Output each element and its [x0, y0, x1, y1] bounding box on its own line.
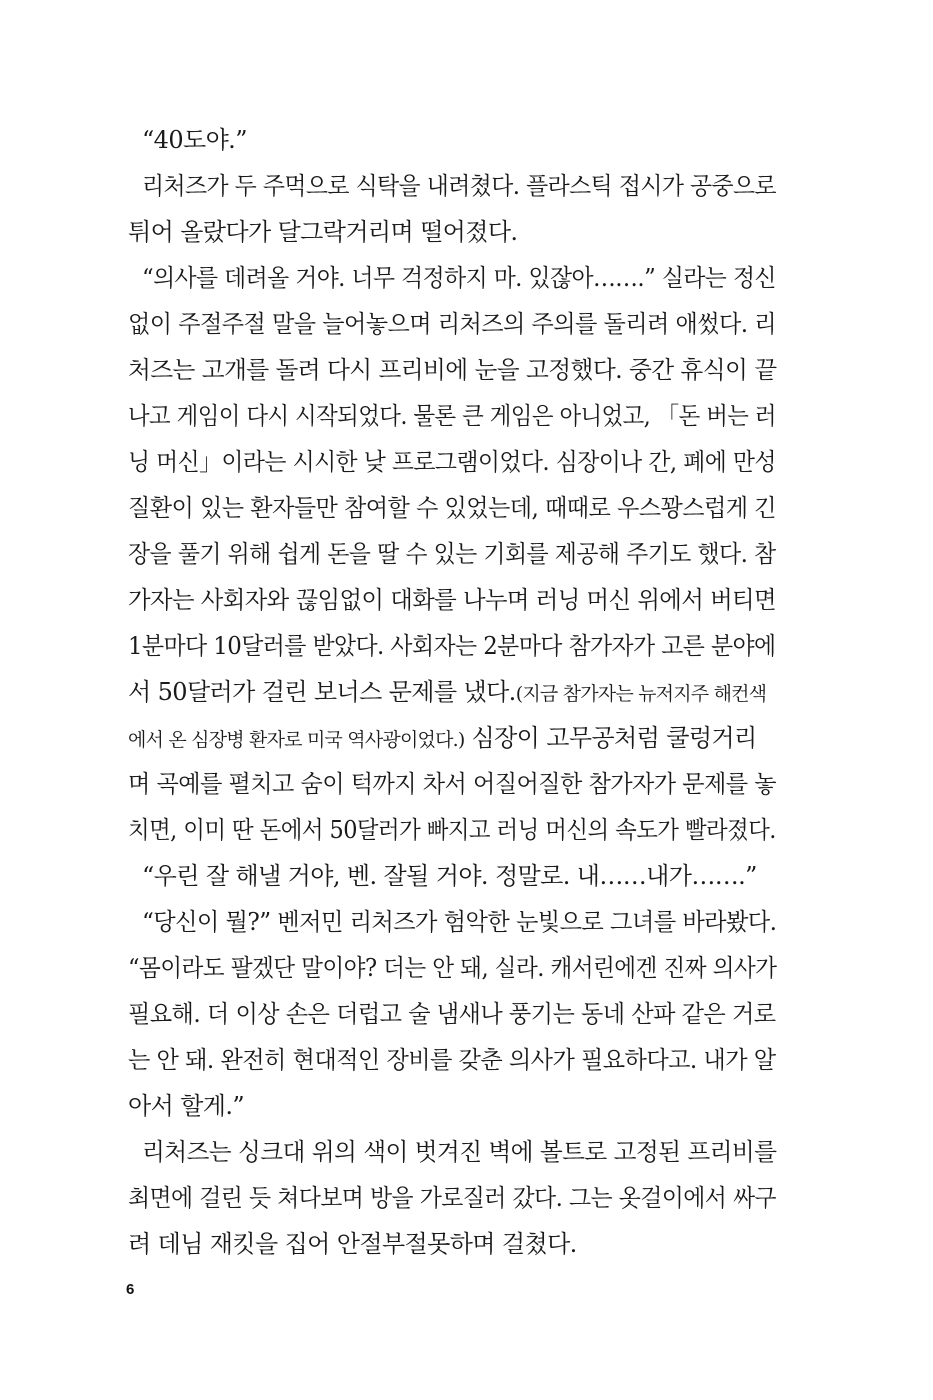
- text-line: 최면에 걸린 듯 쳐다보며 방을 가로질러 갔다. 그는 옷걸이에서 싸구: [128, 1184, 777, 1212]
- main-text: 서 50달러가 걸린 보너스 문제를 냈다.: [128, 678, 516, 706]
- text-line: 닝 머신」이라는 시시한 낮 프로그램이었다. 심장이나 간, 폐에 만성: [128, 448, 776, 476]
- text-line-mixed: [128, 716, 757, 760]
- text-line: 처즈는 고개를 돌려 다시 프리비에 눈을 고정했다. 중간 휴식이 끝: [128, 356, 777, 384]
- text-line: 리처즈가 두 주먹으로 식탁을 내려쳤다. 플라스틱 접시가 공중으로: [142, 172, 776, 200]
- text-line-mixed: [128, 670, 766, 714]
- text-line: “당신이 뭘?” 벤저민 리처즈가 험악한 눈빛으로 그녀를 바라봤다.: [142, 908, 777, 936]
- text-line: 치면, 이미 딴 돈에서 50달러가 빠지고 러닝 머신의 속도가 빨라졌다.: [128, 816, 776, 844]
- text-line: 며 곡예를 펼치고 숨이 턱까지 차서 어질어질한 참가자가 문제를 놓: [128, 770, 777, 798]
- text-line: 필요해. 더 이상 손은 더럽고 술 냄새나 풍기는 동네 산파 같은 거로: [128, 1000, 776, 1028]
- text-line: 없이 주절주절 말을 늘어놓으며 리처즈의 주의를 돌리려 애썼다. 리: [128, 310, 777, 338]
- main-text: 심장이 고무공처럼 쿨렁거리: [464, 724, 757, 752]
- text-line: 튀어 올랐다가 달그락거리며 떨어졌다.: [128, 218, 518, 246]
- text-line: 는 안 돼. 완전히 현대적인 장비를 갖춘 의사가 필요하다고. 내가 알: [128, 1046, 776, 1074]
- text-line: “우린 잘 해낼 거야, 벤. 잘될 거야. 정말로. 내……내가…….”: [142, 862, 757, 890]
- text-line: “40도야.”: [142, 126, 247, 154]
- text-line: 아서 할게.”: [128, 1092, 245, 1120]
- text-line: “몸이라도 팔겠단 말이야? 더는 안 돼, 실라. 캐서린에겐 진짜 의사가: [128, 954, 777, 982]
- parenthetical-note: 에서 온 심장병 환자로 미국 역사광이었다.): [128, 729, 465, 751]
- text-line: 가자는 사회자와 끊임없이 대화를 나누며 러닝 머신 위에서 버티면: [128, 586, 776, 614]
- text-line: “의사를 데려올 거야. 너무 걱정하지 마. 있잖아…….” 실라는 정신: [142, 264, 776, 292]
- text-line: 장을 풀기 위해 쉽게 돈을 딸 수 있는 기회를 제공해 주기도 했다. 참: [128, 540, 776, 568]
- text-line: 나고 게임이 다시 시작되었다. 물론 큰 게임은 아니었고, 「돈 버는 러: [128, 402, 776, 430]
- text-line: 1분마다 10달러를 받았다. 사회자는 2분마다 참가자가 고른 분야에: [128, 632, 776, 660]
- text-line: 질환이 있는 환자들만 참여할 수 있었는데, 때때로 우스꽝스럽게 긴: [128, 494, 777, 522]
- page-number: 6: [126, 1281, 135, 1298]
- parenthetical-note: (지금 참가자는 뉴저지주 해컨색: [515, 683, 767, 705]
- text-line: 려 데님 재킷을 집어 안절부절못하며 걸쳤다.: [128, 1230, 577, 1258]
- text-line: 리처즈는 싱크대 위의 색이 벗겨진 벽에 볼트로 고정된 프리비를: [142, 1138, 777, 1166]
